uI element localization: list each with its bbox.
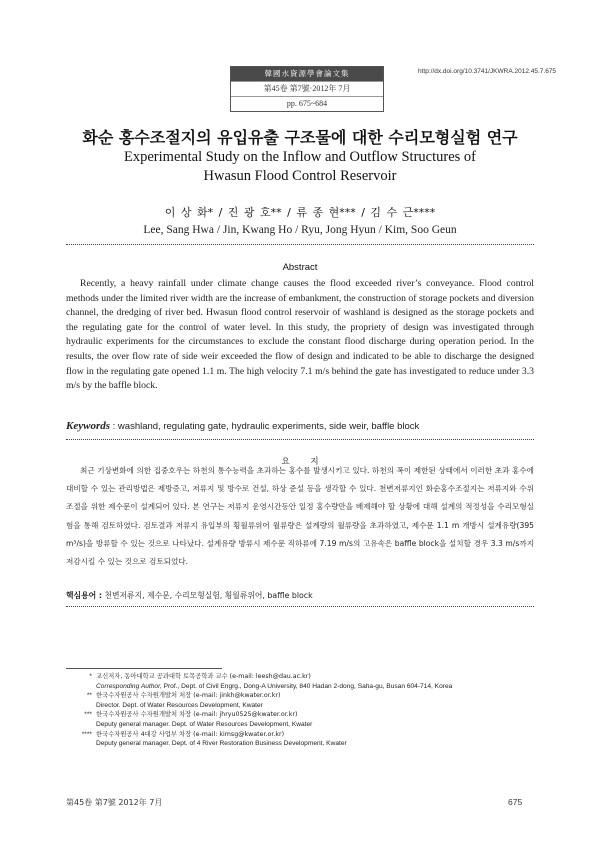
footnote-mark: * xyxy=(89,673,92,680)
keywords-korean-values: 천변저류지, 제수문, 수리모형실험, 횡월류위어, baffle block xyxy=(104,591,313,600)
footnote-korean: 한국수자원공사 수자원개발처 처장 (e-mail: jinkh@kwater.or.kr) xyxy=(96,692,281,700)
divider-dotted xyxy=(66,244,534,245)
footnote-english: Deputy general manager. Dept. of Water Resources Development, Kwater xyxy=(96,720,313,728)
footnote-korean: 한국수자원공사 4대강 사업부 차장 (e-mail: kimsg@kwater.or.kr) xyxy=(96,730,285,738)
doi-link[interactable]: http://dx.doi.org/10.3741/JKWRA.2012.45.7.675 xyxy=(418,68,557,75)
keywords-korean-label: 핵심용어 : xyxy=(66,591,102,600)
footnote xyxy=(66,691,534,710)
footnote-mark: *** xyxy=(84,711,92,719)
keywords-korean-line xyxy=(66,590,313,601)
authors-korean: 이 상 화* / 진 광 호** / 류 종 현*** / 김 수 근**** xyxy=(164,206,436,219)
footnote-mark: **** xyxy=(81,730,92,738)
journal-info-box xyxy=(230,66,384,112)
title-korean: 화순 홍수조절지의 유입유출 구조물에 대한 수리모형실험 연구 xyxy=(82,128,518,147)
footnote xyxy=(66,672,534,691)
journal-pages: pp. 675~684 xyxy=(231,96,383,111)
page-number: 675 xyxy=(508,797,523,807)
footnote-english: Deputy general manager. Dept. of 4 River Restoration Business Development, Kwater xyxy=(96,740,347,748)
abstract-body xyxy=(66,277,534,394)
journal-volume: 第45卷 第7號·2012年 7月 xyxy=(231,81,383,96)
footnote-rule xyxy=(66,668,222,669)
keywords-values: washland, regulating gate, hydraulic experiments, side weir, baffle block xyxy=(117,421,420,432)
footnote-mark: ** xyxy=(86,692,92,700)
title-english xyxy=(60,148,540,186)
footnote xyxy=(66,710,534,729)
footer-journal-issue: 第45卷 第7號 2012年 7月 xyxy=(66,798,163,807)
keywords-line xyxy=(66,420,534,432)
footnote-english xyxy=(96,682,534,692)
footnote-english-text: Prof., Dept. of Civil Engrg., Dong-A University, 840 Hadan 2-dong, Saha-gu, Busan 604-714, Korea xyxy=(163,682,453,690)
abstract-heading: Abstract xyxy=(282,262,318,273)
summary-heading: 요 지 xyxy=(281,457,319,467)
footnote-korean: 한국수자원공사 수자원개발처 차장 (e-mail: jhryu0525@kwater.or.kr) xyxy=(96,711,298,719)
divider-dotted xyxy=(66,439,534,440)
footnote-english: Director. Dept. of Water Resources Development, Kwater xyxy=(96,701,263,709)
keywords-colon: : xyxy=(112,421,118,432)
divider-dotted xyxy=(66,606,534,607)
summary-body xyxy=(66,462,534,571)
footnote-korean: 교신저자, 동아대학교 공과대학 토목공학과 교수 (e-mail: leesh@dau.ac.kr) xyxy=(96,673,311,680)
title-english-line2: Hwasun Flood Control Reservoir xyxy=(203,168,397,184)
footnote xyxy=(66,730,534,749)
abstract-paragraph: Recently, a heavy rainfall under climate change causes the flood exceeded river’s conveyance. Flood control methods under the limited river width are the increase of embankment, the construction of storage pockets and diversion channel, the dredging of river bed. Hwasun flood control reservoir of washland is designed as the storage pockets and the regulating gate for the control of water level. In this study, the propriety of design was investigated through hydraulic experiments for the circumstances to exclude the constant flood discharge during operation period. In the results, the over flow rate of side weir exceeded the flow of design and indicated to be able to discharge the designed flow in the regulating gate opened 1.1 m. The high velocity 7.1 m/s behind the gate has investigated to reduce under 3.3 m/s by the baffle block. xyxy=(66,278,534,392)
corresponding-author-label: Corresponding Author, xyxy=(96,682,162,690)
keywords-label: Keywords xyxy=(66,420,110,432)
authors-english: Lee, Sang Hwa / Jin, Kwang Ho / Ryu, Jong Hyun / Kim, Soo Geun xyxy=(143,224,457,236)
summary-paragraph: 최근 기상변화에 의한 집중호우는 하천의 통수능력을 초과하는 홍수를 발생시키고 있다. 하천의 폭이 제한된 상태에서 이러한 초과 홍수에 대비할 수 있는 관리방법은 제방증고, 저류지 및 방수로 건설, 하상 준설 등을 생각할 수 있다. 천변저류지인 화순홍수조절지는 저류지와 수위조절을 위한 제수문이 설계되어 있다. 본 연구는 저류지 운영시간동안 일정 홍수량만을 배제해야 할 상황에 대해 설계의 적정성을 수리모형실험을 통해 검토하였다. 검토결과 저류지 유입부의 횡월류위어 월류량은 설계량의 월류량을 초과하였고, 제수문 1.1 m 개방시 설계유량(395 m³/s)을 방류할 수 있는 것으로 나타났다. 설계유량 방류시 제수문 직하류에 7.19 m/s의 고유속은 baffle block을 설치할 경우 3.3 m/s까지 저감시킬 수 있는 것으로 검토되었다. xyxy=(66,466,534,567)
footnotes xyxy=(66,672,534,749)
journal-name: 韓國水資源學會論文集 xyxy=(231,67,383,81)
title-english-line1: Experimental Study on the Inflow and Outflow Structures of xyxy=(124,149,476,165)
